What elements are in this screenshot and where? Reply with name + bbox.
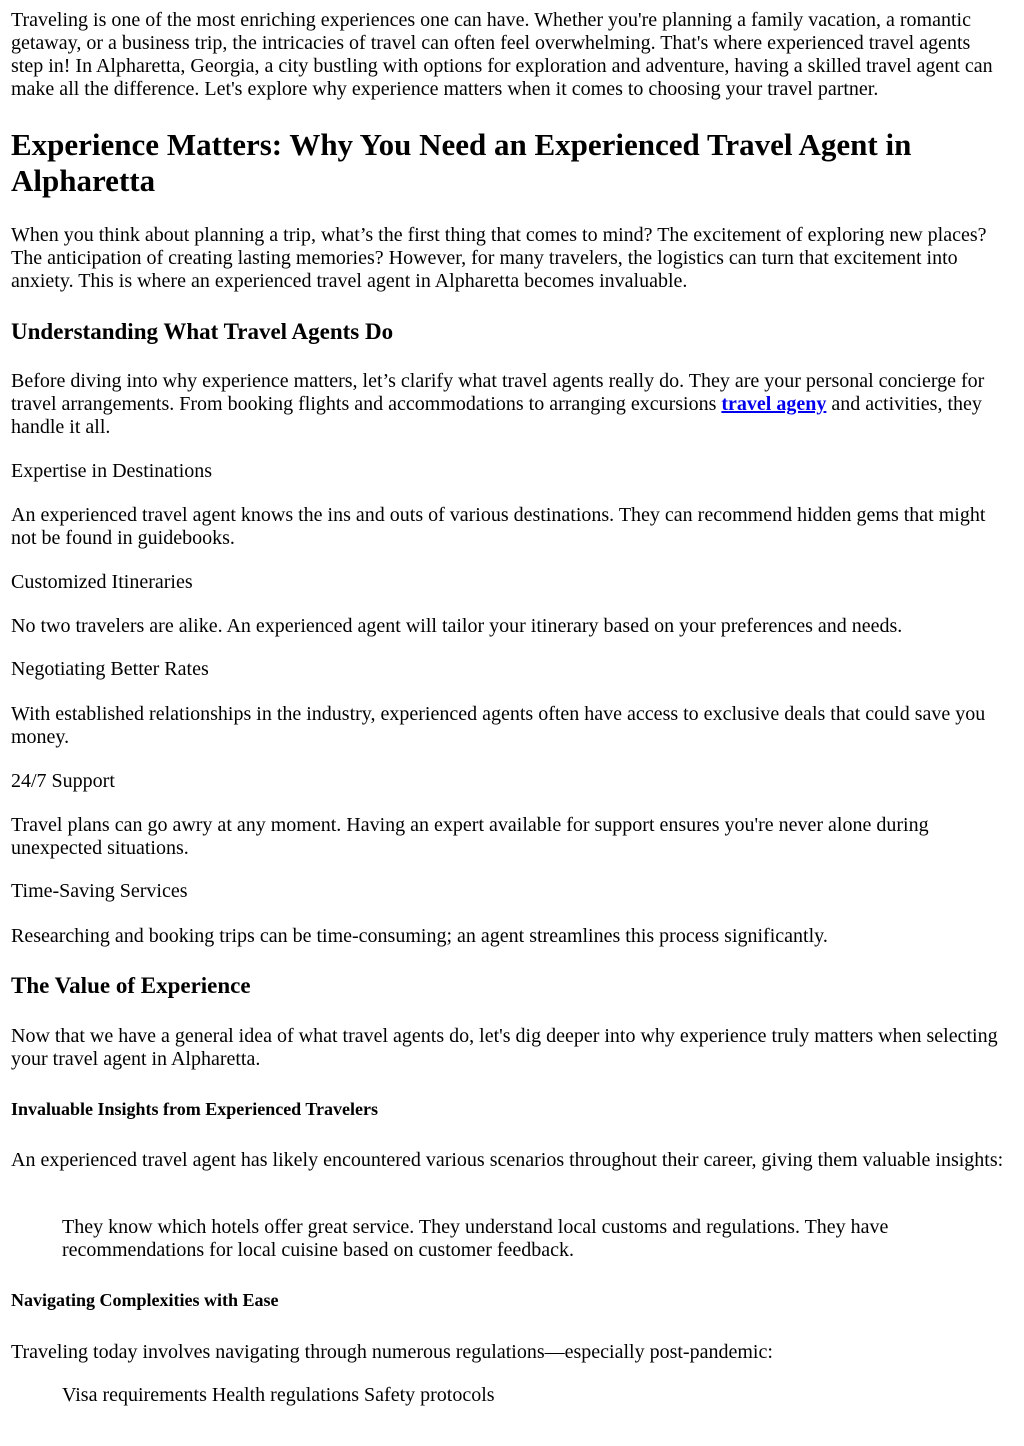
navigating-quote: Visa requirements Health regulations Safety protocols [62, 1384, 495, 1406]
heading-insights: Invaluable Insights from Experienced Travelers [11, 1099, 379, 1119]
item-label-expertise: Expertise in Destinations [11, 460, 213, 482]
item-label-support: 24/7 Support [11, 770, 115, 792]
item-text-expertise: An experienced travel agent knows the ins and outs of various destinations. They can recommend hidden gems that might not be found in guidebooks. [11, 504, 986, 549]
page-title: Experience Matters: Why You Need an Experienced Travel Agent in Alpharetta [11, 127, 912, 198]
item-text-support: Travel plans can go awry at any moment. Having an expert available for support ensures you're never alone during unexpected situations. [11, 814, 929, 859]
title-paragraph: When you think about planning a trip, what’s the first thing that comes to mind? The excitement of exploring new places? The anticipation of creating lasting memories? However, for many travelers, the logistics can turn that excitement into anxiety. This is where an experienced travel agent in Alpharetta becomes invaluable. [11, 224, 987, 292]
understanding-text-after: and activities, they handle it all. [11, 393, 982, 438]
item-label-time-saving: Time-Saving Services [11, 880, 188, 902]
understanding-paragraph [11, 370, 1006, 439]
heading-understanding: Understanding What Travel Agents Do [11, 319, 394, 344]
travel-agency-link[interactable]: travel ageny [721, 393, 827, 415]
navigating-paragraph: Traveling today involves navigating through numerous regulations—especially post-pandemic: [11, 1341, 773, 1363]
item-text-rates: With established relationships in the industry, experienced agents often have access to exclusive deals that could save you money. [11, 703, 986, 748]
heading-value: The Value of Experience [11, 973, 251, 998]
value-paragraph: Now that we have a general idea of what travel agents do, let's dig deeper into why experience truly matters when selecting your travel agent in Alpharetta. [11, 1025, 998, 1070]
item-text-itineraries: No two travelers are alike. An experienced agent will tailor your itinerary based on your preferences and needs. [11, 615, 903, 637]
heading-navigating: Navigating Complexities with Ease [11, 1290, 279, 1310]
insights-quote: They know which hotels offer great service. They understand local customs and regulations. They have recommendations for local cuisine based on customer feedback. [62, 1216, 889, 1261]
intro-paragraph: Traveling is one of the most enriching experiences one can have. Whether you're planning a family vacation, a romantic getaway, or a business trip, the intricacies of travel can often feel overwhelming. That's where experienced travel agents step in! In Alpharetta, Georgia, a city bustling with options for exploration and adventure, having a skilled travel agent can make all the difference. Let's explore why experience matters when it comes to choosing your travel partner. [11, 9, 993, 100]
item-label-rates: Negotiating Better Rates [11, 658, 209, 680]
insights-paragraph: An experienced travel agent has likely encountered various scenarios throughout their career, giving them valuable insights: [11, 1149, 1004, 1171]
item-text-time-saving: Researching and booking trips can be time-consuming; an agent streamlines this process significantly. [11, 925, 828, 947]
understanding-text-before: Before diving into why experience matters, let’s clarify what travel agents really do. They are your personal concierge for travel arrangements. From booking flights and accommodations to arranging excursions [11, 370, 985, 415]
item-label-itineraries: Customized Itineraries [11, 571, 193, 593]
